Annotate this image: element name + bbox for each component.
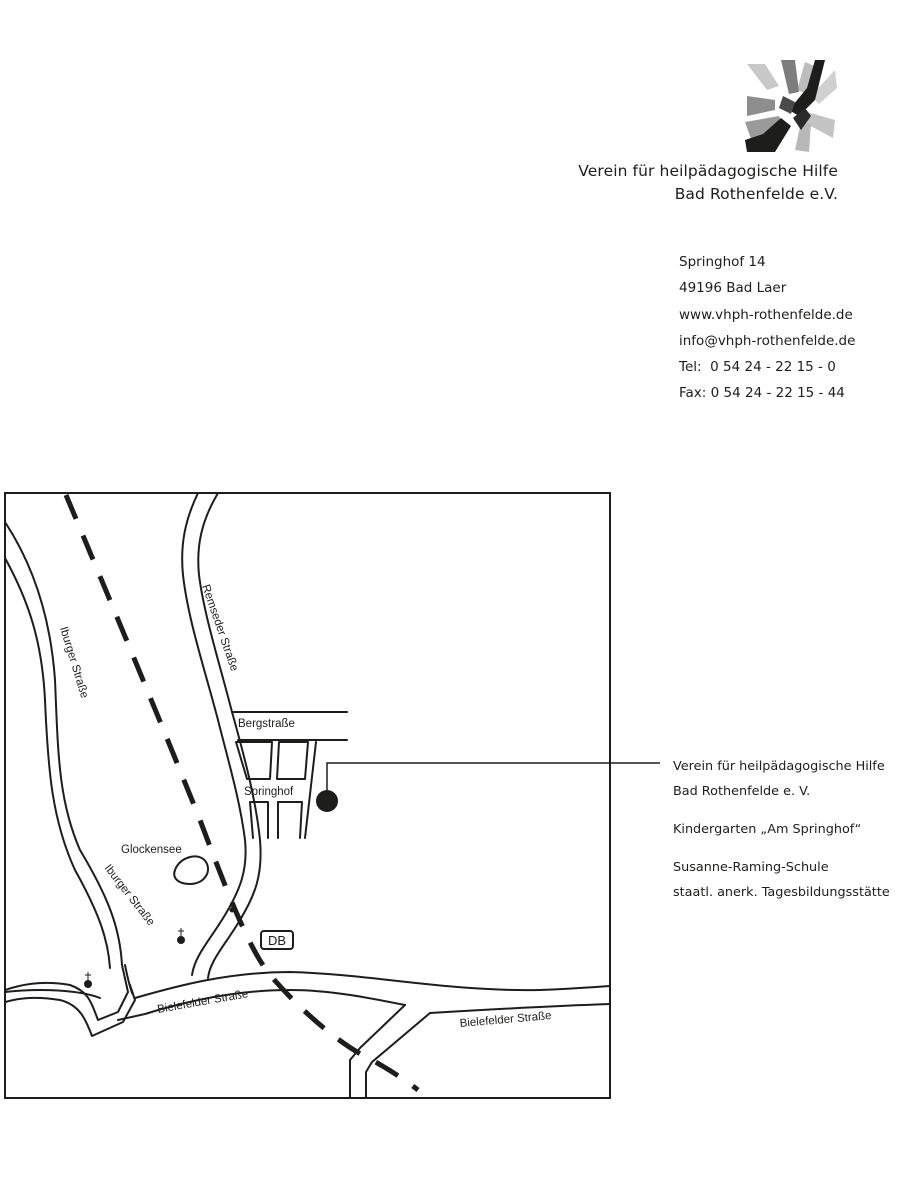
contact-city: 49196 Bad Laer: [679, 280, 787, 297]
contact-email[interactable]: info@vhph-rothenfelde.de: [679, 332, 856, 349]
remseder-strasse-road: [182, 493, 245, 975]
legend-org-line1: Verein für heilpädagogische Hilfe: [673, 759, 885, 774]
label-springhof: Springhof: [244, 786, 294, 798]
contact-website[interactable]: www.vhph-rothenfelde.de: [679, 306, 853, 323]
glockensee-lake: [174, 856, 208, 884]
organization-name-line1: Verein für heilpädagogische Hilfe: [578, 162, 838, 180]
location-marker-icon: [316, 790, 338, 812]
legend-org-line2: Bad Rothenfelde e. V.: [673, 784, 811, 799]
railway-badge: DB: [267, 933, 287, 948]
label-iburger-strasse-north: Iburger Straße: [57, 625, 91, 700]
church-icon: [85, 972, 92, 988]
label-iburger-strasse-south: Iburger Straße: [101, 862, 157, 929]
label-bielefelder-strasse-west: Bielefelder Straße: [156, 988, 250, 1016]
legend-kindergarten: Kindergarten „Am Springhof“: [673, 822, 862, 837]
label-bergstrasse: Bergstraße: [238, 718, 295, 730]
label-bielefelder-strasse-east: Bielefelder Straße: [459, 1010, 552, 1030]
church-icon: [178, 928, 185, 944]
legend-school-line2: staatl. anerk. Tagesbildungsstätte: [673, 885, 890, 900]
bielefelder-strasse-road: [5, 990, 100, 998]
contact-tel: Tel: 0 54 24 - 22 15 - 0: [679, 359, 836, 376]
label-remseder-strasse: Remseder Straße: [199, 583, 241, 673]
label-glockensee: Glockensee: [121, 844, 182, 856]
contact-street: Springhof 14: [679, 254, 766, 270]
contact-fax: Fax: 0 54 24 - 22 15 - 44: [679, 385, 845, 402]
map-legend: [673, 754, 890, 905]
legend-school-line1: Susanne-Raming-Schule: [673, 860, 829, 875]
organization-name-line2: Bad Rothenfelde e.V.: [674, 185, 838, 203]
station-dot-icon: [230, 908, 235, 913]
